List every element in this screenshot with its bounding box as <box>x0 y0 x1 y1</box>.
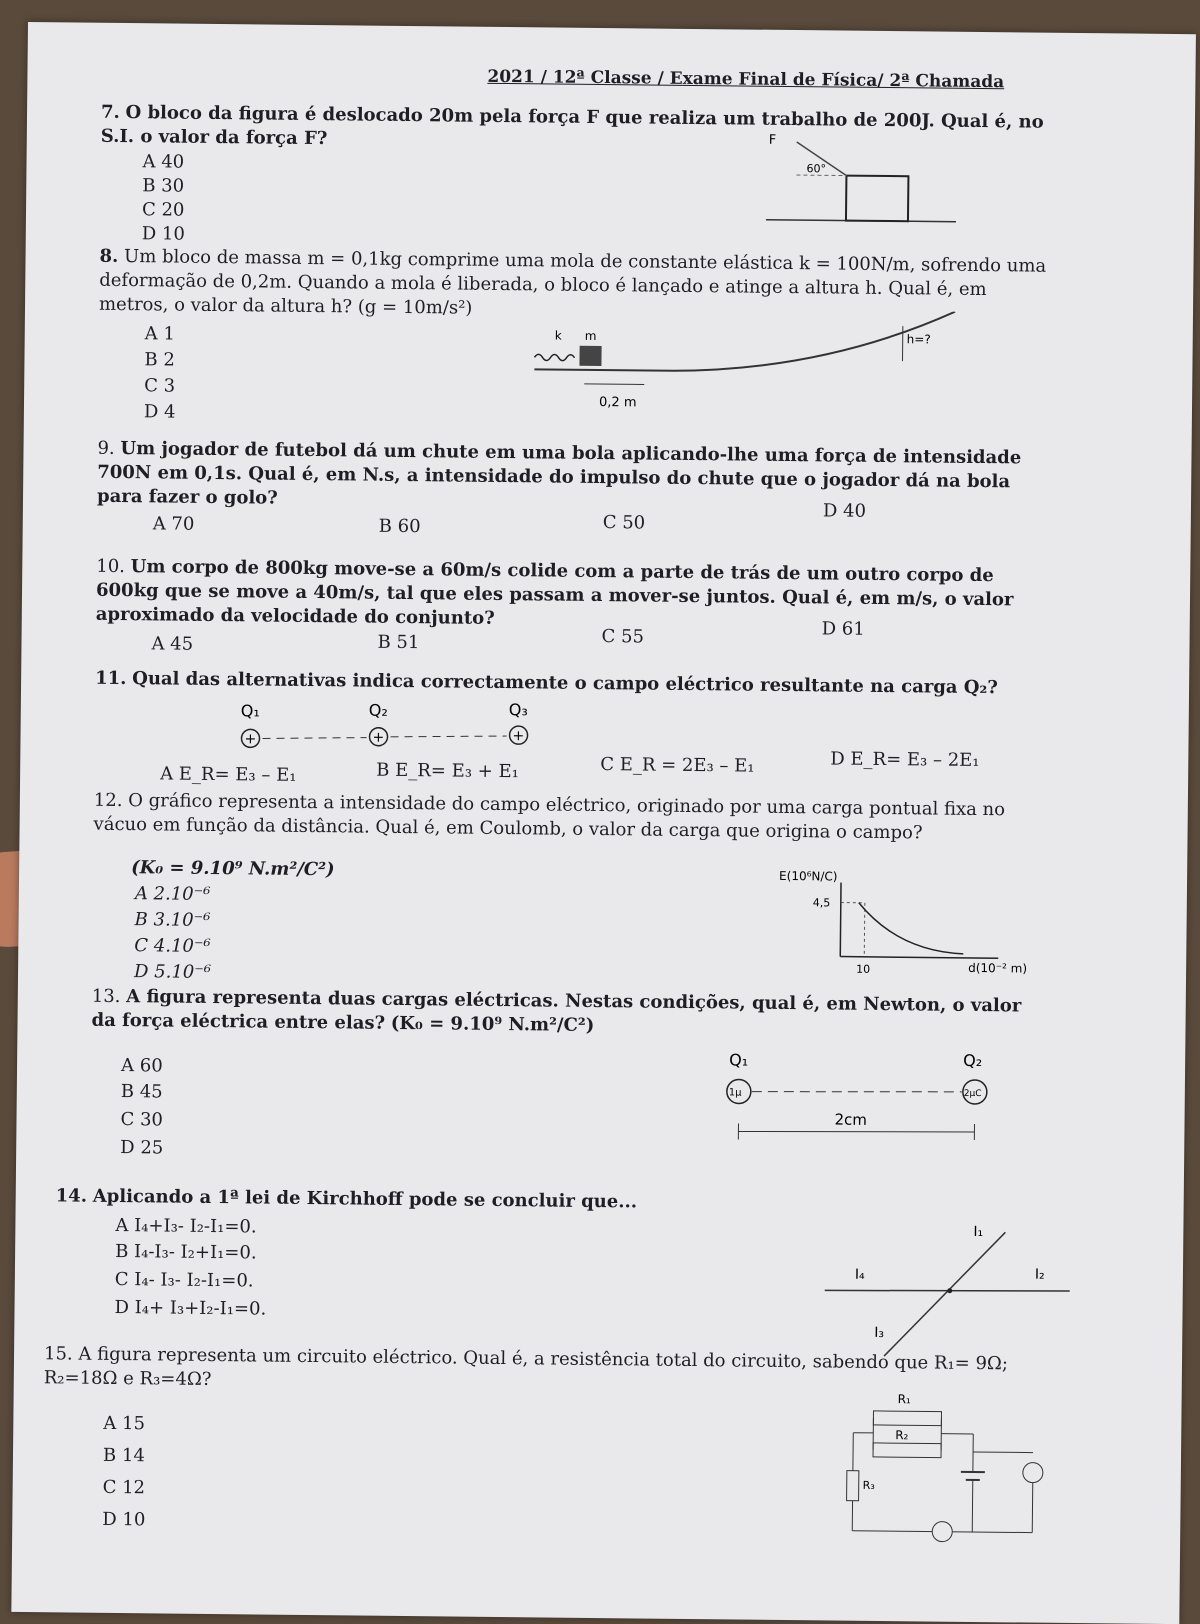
q15-option-c: C 12 <box>103 1477 146 1498</box>
question-number: 10. <box>96 556 125 577</box>
q12-option-a: A 2.10⁻⁶ <box>135 883 211 905</box>
charge-q2-label: Q₂ <box>963 1051 982 1070</box>
q14-figure <box>814 1210 1076 1363</box>
q13-option-a: A 60 <box>121 1055 163 1076</box>
q10-option-a: A 45 <box>151 633 193 654</box>
x-axis <box>840 957 998 959</box>
q10-option-b: B 51 <box>377 632 419 653</box>
q12-option-c: C 4.10⁻⁶ <box>134 935 211 957</box>
question-number: 9. <box>97 438 114 459</box>
question-11 <box>95 667 1055 701</box>
q15-option-d: D 10 <box>102 1509 145 1530</box>
q9-option-c: C 50 <box>603 512 646 533</box>
question-text: A figura representa duas cargas eléctricas. Nestas condições, qual é, em Newton, o valor da força eléctrica entre elas? <box>91 986 1021 1034</box>
current-i3-label: I₃ <box>874 1325 884 1341</box>
charge-q1-label: Q₁ <box>241 701 260 720</box>
charge-q2-label: Q₂ <box>369 701 388 720</box>
q14-option-b: B I₄-I₃- I₂+I₁=0. <box>115 1241 257 1263</box>
q15-option-b: B 14 <box>103 1445 145 1466</box>
field-curve <box>858 903 964 954</box>
q7-option-b: B 30 <box>142 175 184 196</box>
q13-option-d: D 25 <box>120 1137 163 1158</box>
q10-option-c: C 55 <box>601 626 644 647</box>
q7-option-d: D 10 <box>142 223 185 244</box>
q9-option-a: A 70 <box>153 513 195 534</box>
q12-graph <box>758 862 1049 985</box>
question-13 <box>91 985 1051 1043</box>
meter-bottom <box>932 1522 952 1542</box>
q8-option-b: B 2 <box>144 349 175 370</box>
meter-right <box>1023 1462 1043 1482</box>
q2-value: 2μC <box>964 1089 982 1099</box>
q11-option-a: A E_R= E₃ – E₁ <box>160 763 297 785</box>
q13-option-b: B 45 <box>121 1081 163 1102</box>
spring-label: k <box>555 329 562 343</box>
y-axis-label: E(10⁶N/C) <box>779 869 838 884</box>
resistor-r2-label: R₂ <box>895 1428 908 1442</box>
current-i4-label: I₄ <box>855 1267 865 1283</box>
resistor-r3 <box>847 1471 859 1501</box>
resistor-r3-label: R₃ <box>863 1479 875 1492</box>
angle-label: 60° <box>806 162 826 175</box>
resistor-r1 <box>873 1411 941 1426</box>
q8-option-d: D 4 <box>144 401 176 422</box>
q12-constant: (K₀ = 9.10⁹ N.m²/C²) <box>131 857 335 880</box>
exam-paper <box>11 22 1196 1624</box>
q11-figure <box>230 700 551 753</box>
question-number: 8. <box>99 246 118 267</box>
q12-option-d: D 5.10⁻⁶ <box>134 961 211 983</box>
question-text: A figura representa um circuito eléctrico. Qual é, a resistência total do circuito, sabendo que R₁= 9Ω; R₂=18Ω e R₃=4Ω? <box>44 1344 1008 1390</box>
question-text: Um corpo de 800kg move-se a 60m/s colide com a parte de trás de um outro corpo de 600kg que se move a 40m/s, tal que eles passam a mover-se juntos. Qual é, em m/s, o valor aproximado da velocidade do conjunto? <box>96 556 1014 629</box>
height-label: h=? <box>907 332 931 346</box>
question-text: Um jogador de futebol dá um chute em uma bola aplicando-lhe uma força de intensidade 700N em 0,1s. Qual é, em N.s, a intensidade do impulso do chute que o jogador dá na bola para fazer o golo? <box>97 438 1021 509</box>
q14-option-c: C I₄- I₃- I₂-I₁=0. <box>115 1269 254 1291</box>
question-9 <box>97 437 1058 519</box>
question-number: 15. <box>44 1343 73 1364</box>
svg-text:+: + <box>244 731 256 747</box>
y-tick-label: 4,5 <box>813 896 831 909</box>
q12-option-b: B 3.10⁻⁶ <box>134 909 210 931</box>
svg-text:+: + <box>512 728 524 744</box>
question-text: O gráfico representa a intensidade do campo eléctrico, originado por uma carga pontual fixa no vácuo em função da distância. Qual é, em Coulomb, o valor da carga que origina o campo? <box>93 790 1005 843</box>
question-number: 12. <box>94 790 123 811</box>
q11-option-b: B E_R= E₃ + E₁ <box>376 760 519 782</box>
q1-value: 1μ <box>729 1087 742 1098</box>
q13-constant: (K₀ = 9.10⁹ N.m²/C²) <box>391 1013 595 1036</box>
question-number: 11. <box>95 668 127 689</box>
y-axis <box>840 883 841 957</box>
x-axis-label: d(10⁻² m) <box>968 961 1027 976</box>
question-text: Qual das alternativas indica correctamente o campo eléctrico resultante na carga Q₂? <box>132 668 998 698</box>
q13-figure <box>716 1041 1017 1149</box>
q15-option-a: A 15 <box>103 1413 145 1434</box>
q8-figure <box>524 307 975 432</box>
current-i1-label: I₁ <box>973 1224 983 1240</box>
q9-option-d: D 40 <box>823 500 866 521</box>
q13-option-c: C 30 <box>120 1109 163 1130</box>
q7-figure <box>756 130 967 232</box>
mass-label: m <box>585 329 597 343</box>
q7-option-c: C 20 <box>142 199 185 220</box>
q11-option-d: D E_R= E₃ – 2E₁ <box>830 748 979 771</box>
resistor-r2 <box>873 1443 941 1458</box>
question-number: 13. <box>92 986 121 1007</box>
resistor-r1-label: R₁ <box>898 1392 911 1406</box>
q10-option-d: D 61 <box>822 618 865 639</box>
q9-option-b: B 60 <box>379 516 421 537</box>
charge-q3-label: Q₃ <box>509 700 528 719</box>
q7-option-a: A 40 <box>142 151 184 172</box>
question-number: 14. <box>56 1185 88 1206</box>
distance-label: 2cm <box>834 1111 867 1129</box>
question-text: Um bloco de massa m = 0,1kg comprime uma mola de constante elástica k = 100N/m, sofrendo uma deformação de 0,2m. Quando a mola é liberada, o bloco é lançado e atinge a altura h. Qual é, em metros, o valor da altura h? (g = 10m/s²) <box>99 246 1046 319</box>
charge-q1-label: Q₁ <box>729 1050 748 1069</box>
q15-circuit <box>812 1380 1064 1563</box>
question-12 <box>93 789 1053 847</box>
q14-option-d: D I₄+ I₃+I₂-I₁=0. <box>114 1297 266 1320</box>
svg-text:+: + <box>372 730 384 746</box>
q11-option-c: C E_R = 2E₃ – E₁ <box>600 754 755 777</box>
exam-header: 2021 / 12ª Classe / Exame Final de Física/ 2ª Chamada <box>487 67 1004 92</box>
question-14 <box>56 1184 756 1215</box>
q14-option-a: A I₄+I₃- I₂-I₁=0. <box>115 1215 256 1237</box>
force-label: F <box>769 133 777 148</box>
deformation-label: 0,2 m <box>599 395 637 410</box>
current-i2-label: I₂ <box>1035 1267 1045 1283</box>
q8-option-c: C 3 <box>144 375 175 396</box>
x-tick-label: 10 <box>856 963 870 976</box>
q8-option-a: A 1 <box>145 323 175 344</box>
question-number: 7. <box>101 102 120 123</box>
question-text: O bloco da figura é deslocado 20m pela força F que realiza um trabalho de 200J. Qual é, no S.I. o valor da força F? <box>101 102 1044 149</box>
question-text: Aplicando a 1ª lei de Kirchhoff pode se concluir que... <box>93 1186 638 1213</box>
question-10 <box>96 555 1057 637</box>
